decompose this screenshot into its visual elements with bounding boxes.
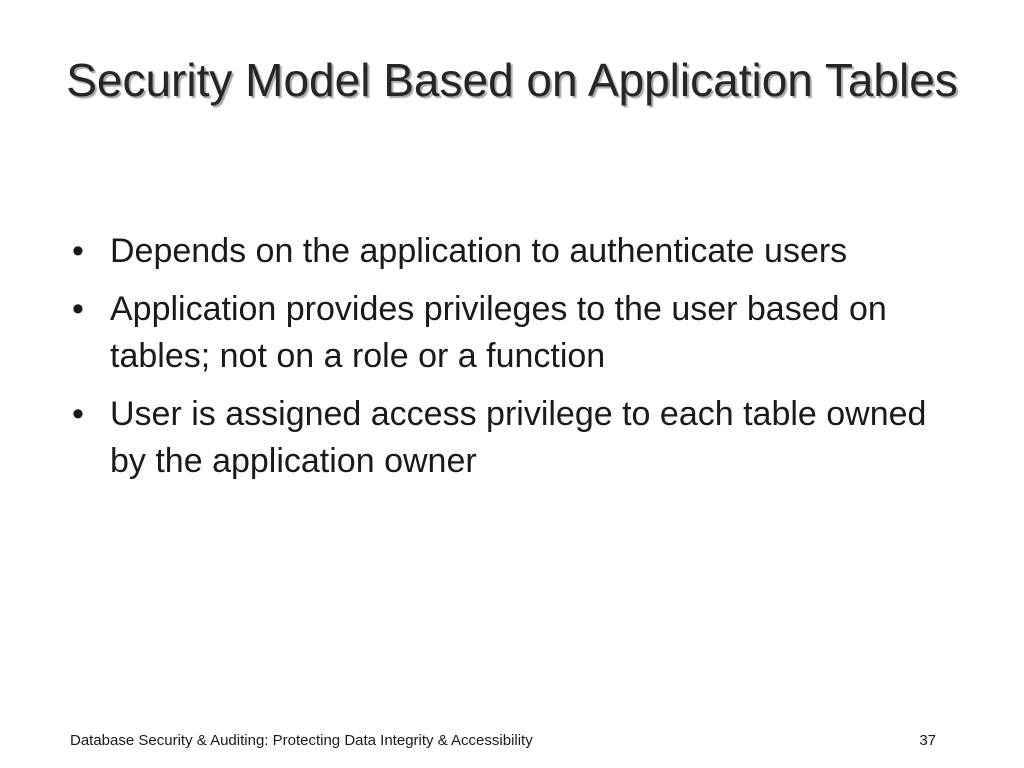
footer-text: Database Security & Auditing: Protecting Data Integrity & Accessibility <box>70 732 533 749</box>
bullet-item <box>70 286 970 380</box>
bullet-text: Application provides privileges to the user based on tables; not on a role or a function <box>110 290 887 375</box>
page-number: 37 <box>919 732 936 749</box>
slide-title: Security Model Based on Application Tables <box>66 54 958 106</box>
bullet-text: Depends on the application to authenticate users <box>110 232 848 270</box>
bullet-text: User is assigned access privilege to each table owned by the application owner <box>110 395 927 480</box>
bullet-item <box>70 391 970 485</box>
bullet-marker: • <box>72 232 84 270</box>
bullet-marker: • <box>72 395 84 433</box>
bullet-marker: • <box>72 290 84 328</box>
bullet-list <box>70 228 970 496</box>
bullet-item <box>70 228 970 275</box>
